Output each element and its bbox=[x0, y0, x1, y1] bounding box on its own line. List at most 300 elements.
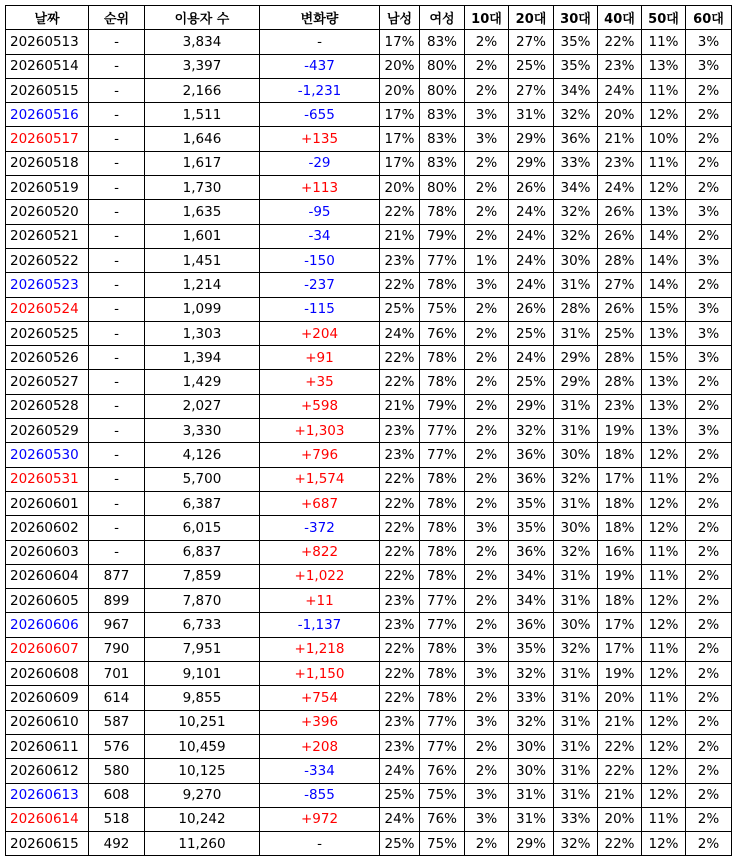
cell-male: 22% bbox=[380, 346, 420, 370]
cell-female: 77% bbox=[420, 248, 465, 272]
cell-male: 22% bbox=[380, 491, 420, 515]
cell-change: +796 bbox=[260, 443, 380, 467]
cell-age-20s: 29% bbox=[509, 832, 554, 856]
cell-rank: 580 bbox=[89, 759, 145, 783]
cell-users: 1,617 bbox=[145, 151, 260, 175]
cell-age-60s: 3% bbox=[686, 248, 732, 272]
cell-age-20s: 36% bbox=[509, 467, 554, 491]
cell-female: 78% bbox=[420, 662, 465, 686]
cell-users: 1,214 bbox=[145, 273, 260, 297]
header-rank: 순위 bbox=[89, 6, 145, 30]
cell-age-20s: 27% bbox=[509, 78, 554, 102]
cell-age-20s: 36% bbox=[509, 443, 554, 467]
cell-female: 83% bbox=[420, 151, 465, 175]
cell-users: 1,511 bbox=[145, 103, 260, 127]
cell-age-20s: 33% bbox=[509, 686, 554, 710]
cell-age-10s: 2% bbox=[465, 176, 509, 200]
cell-date: 20260524 bbox=[6, 297, 89, 321]
cell-age-60s: 2% bbox=[686, 491, 732, 515]
cell-users: 1,099 bbox=[145, 297, 260, 321]
cell-rank: - bbox=[89, 176, 145, 200]
cell-age-50s: 10% bbox=[642, 127, 686, 151]
cell-female: 80% bbox=[420, 176, 465, 200]
cell-age-50s: 11% bbox=[642, 151, 686, 175]
cell-age-30s: 31% bbox=[554, 662, 598, 686]
cell-users: 6,733 bbox=[145, 613, 260, 637]
cell-age-40s: 22% bbox=[598, 30, 642, 54]
cell-male: 24% bbox=[380, 759, 420, 783]
cell-age-60s: 2% bbox=[686, 710, 732, 734]
table-row bbox=[6, 734, 732, 758]
cell-date: 20260610 bbox=[6, 710, 89, 734]
table-row bbox=[6, 662, 732, 686]
cell-age-10s: 2% bbox=[465, 589, 509, 613]
cell-age-10s: 2% bbox=[465, 443, 509, 467]
cell-age-60s: 3% bbox=[686, 346, 732, 370]
cell-female: 78% bbox=[420, 467, 465, 491]
cell-age-10s: 2% bbox=[465, 394, 509, 418]
cell-users: 3,834 bbox=[145, 30, 260, 54]
cell-female: 78% bbox=[420, 637, 465, 661]
cell-age-10s: 2% bbox=[465, 613, 509, 637]
cell-age-10s: 3% bbox=[465, 637, 509, 661]
cell-age-10s: 3% bbox=[465, 662, 509, 686]
cell-age-40s: 18% bbox=[598, 443, 642, 467]
cell-age-10s: 2% bbox=[465, 370, 509, 394]
cell-age-50s: 12% bbox=[642, 662, 686, 686]
cell-age-60s: 3% bbox=[686, 419, 732, 443]
cell-age-30s: 31% bbox=[554, 273, 598, 297]
cell-age-40s: 22% bbox=[598, 759, 642, 783]
cell-age-50s: 15% bbox=[642, 346, 686, 370]
cell-male: 23% bbox=[380, 443, 420, 467]
cell-change: -437 bbox=[260, 54, 380, 78]
table-row bbox=[6, 516, 732, 540]
cell-age-60s: 2% bbox=[686, 662, 732, 686]
table-row bbox=[6, 103, 732, 127]
cell-male: 22% bbox=[380, 200, 420, 224]
cell-age-10s: 2% bbox=[465, 686, 509, 710]
cell-age-50s: 12% bbox=[642, 783, 686, 807]
cell-age-40s: 19% bbox=[598, 419, 642, 443]
cell-age-50s: 11% bbox=[642, 637, 686, 661]
header-users: 이용자 수 bbox=[145, 6, 260, 30]
cell-age-50s: 12% bbox=[642, 589, 686, 613]
cell-female: 76% bbox=[420, 759, 465, 783]
table-row bbox=[6, 419, 732, 443]
cell-date: 20260513 bbox=[6, 30, 89, 54]
cell-date: 20260515 bbox=[6, 78, 89, 102]
cell-age-50s: 14% bbox=[642, 273, 686, 297]
cell-rank: - bbox=[89, 54, 145, 78]
table-row bbox=[6, 78, 732, 102]
cell-age-20s: 24% bbox=[509, 346, 554, 370]
cell-age-40s: 18% bbox=[598, 491, 642, 515]
cell-users: 1,394 bbox=[145, 346, 260, 370]
cell-date: 20260615 bbox=[6, 832, 89, 856]
cell-users: 6,837 bbox=[145, 540, 260, 564]
cell-age-40s: 20% bbox=[598, 103, 642, 127]
cell-age-60s: 2% bbox=[686, 151, 732, 175]
cell-change: +35 bbox=[260, 370, 380, 394]
cell-rank: - bbox=[89, 516, 145, 540]
cell-age-30s: 31% bbox=[554, 734, 598, 758]
cell-age-30s: 32% bbox=[554, 103, 598, 127]
cell-rank: 576 bbox=[89, 734, 145, 758]
cell-age-20s: 31% bbox=[509, 807, 554, 831]
table-row bbox=[6, 783, 732, 807]
cell-age-30s: 35% bbox=[554, 54, 598, 78]
cell-male: 21% bbox=[380, 394, 420, 418]
cell-age-50s: 12% bbox=[642, 613, 686, 637]
cell-change: +91 bbox=[260, 346, 380, 370]
cell-age-30s: 32% bbox=[554, 540, 598, 564]
cell-age-40s: 21% bbox=[598, 127, 642, 151]
cell-age-60s: 2% bbox=[686, 637, 732, 661]
cell-change: -34 bbox=[260, 224, 380, 248]
cell-age-10s: 2% bbox=[465, 467, 509, 491]
cell-male: 22% bbox=[380, 273, 420, 297]
cell-age-30s: 32% bbox=[554, 832, 598, 856]
cell-age-30s: 32% bbox=[554, 200, 598, 224]
cell-age-40s: 19% bbox=[598, 662, 642, 686]
cell-female: 77% bbox=[420, 710, 465, 734]
cell-date: 20260530 bbox=[6, 443, 89, 467]
cell-male: 23% bbox=[380, 710, 420, 734]
cell-age-30s: 30% bbox=[554, 248, 598, 272]
cell-users: 1,429 bbox=[145, 370, 260, 394]
stats-table bbox=[5, 5, 732, 856]
cell-age-10s: 3% bbox=[465, 807, 509, 831]
cell-change: - bbox=[260, 832, 380, 856]
cell-change: +1,574 bbox=[260, 467, 380, 491]
table-row bbox=[6, 346, 732, 370]
cell-change: +1,022 bbox=[260, 564, 380, 588]
cell-age-20s: 25% bbox=[509, 54, 554, 78]
cell-male: 17% bbox=[380, 151, 420, 175]
cell-age-20s: 35% bbox=[509, 637, 554, 661]
cell-female: 78% bbox=[420, 686, 465, 710]
cell-date: 20260605 bbox=[6, 589, 89, 613]
cell-age-40s: 16% bbox=[598, 540, 642, 564]
cell-age-40s: 17% bbox=[598, 613, 642, 637]
cell-rank: - bbox=[89, 200, 145, 224]
cell-rank: - bbox=[89, 297, 145, 321]
cell-age-10s: 2% bbox=[465, 346, 509, 370]
cell-age-10s: 2% bbox=[465, 297, 509, 321]
cell-male: 23% bbox=[380, 613, 420, 637]
cell-users: 1,730 bbox=[145, 176, 260, 200]
cell-age-60s: 2% bbox=[686, 564, 732, 588]
cell-rank: - bbox=[89, 540, 145, 564]
table-row bbox=[6, 491, 732, 515]
cell-age-20s: 35% bbox=[509, 491, 554, 515]
table-row bbox=[6, 176, 732, 200]
cell-date: 20260523 bbox=[6, 273, 89, 297]
cell-rank: - bbox=[89, 419, 145, 443]
cell-change: +1,150 bbox=[260, 662, 380, 686]
cell-age-40s: 28% bbox=[598, 248, 642, 272]
cell-rank: - bbox=[89, 443, 145, 467]
cell-male: 21% bbox=[380, 224, 420, 248]
cell-date: 20260526 bbox=[6, 346, 89, 370]
cell-male: 22% bbox=[380, 516, 420, 540]
cell-age-40s: 24% bbox=[598, 176, 642, 200]
cell-age-20s: 25% bbox=[509, 370, 554, 394]
cell-change: -334 bbox=[260, 759, 380, 783]
cell-date: 20260603 bbox=[6, 540, 89, 564]
cell-female: 83% bbox=[420, 30, 465, 54]
cell-age-40s: 18% bbox=[598, 516, 642, 540]
table-row bbox=[6, 321, 732, 345]
cell-age-30s: 30% bbox=[554, 613, 598, 637]
cell-date: 20260608 bbox=[6, 662, 89, 686]
cell-change: +11 bbox=[260, 589, 380, 613]
cell-male: 17% bbox=[380, 127, 420, 151]
cell-rank: - bbox=[89, 370, 145, 394]
table-row bbox=[6, 443, 732, 467]
cell-female: 78% bbox=[420, 346, 465, 370]
cell-age-20s: 30% bbox=[509, 759, 554, 783]
cell-male: 23% bbox=[380, 419, 420, 443]
cell-rank: 967 bbox=[89, 613, 145, 637]
cell-age-30s: 31% bbox=[554, 783, 598, 807]
cell-age-60s: 2% bbox=[686, 734, 732, 758]
cell-age-30s: 28% bbox=[554, 297, 598, 321]
table-row bbox=[6, 564, 732, 588]
cell-age-50s: 15% bbox=[642, 297, 686, 321]
cell-age-60s: 2% bbox=[686, 370, 732, 394]
cell-rank: 518 bbox=[89, 807, 145, 831]
cell-age-20s: 32% bbox=[509, 662, 554, 686]
cell-male: 25% bbox=[380, 297, 420, 321]
cell-rank: 877 bbox=[89, 564, 145, 588]
table-row bbox=[6, 613, 732, 637]
cell-age-30s: 31% bbox=[554, 419, 598, 443]
cell-date: 20260614 bbox=[6, 807, 89, 831]
cell-change: -855 bbox=[260, 783, 380, 807]
cell-date: 20260520 bbox=[6, 200, 89, 224]
cell-age-50s: 12% bbox=[642, 516, 686, 540]
cell-age-50s: 12% bbox=[642, 176, 686, 200]
cell-age-30s: 33% bbox=[554, 807, 598, 831]
cell-age-40s: 27% bbox=[598, 273, 642, 297]
header-age-40s: 40대 bbox=[598, 6, 642, 30]
cell-female: 75% bbox=[420, 297, 465, 321]
table-row bbox=[6, 297, 732, 321]
cell-rank: 899 bbox=[89, 589, 145, 613]
cell-age-50s: 14% bbox=[642, 224, 686, 248]
cell-age-50s: 13% bbox=[642, 370, 686, 394]
header-age-50s: 50대 bbox=[642, 6, 686, 30]
table-row bbox=[6, 151, 732, 175]
cell-female: 80% bbox=[420, 78, 465, 102]
cell-age-40s: 26% bbox=[598, 224, 642, 248]
cell-rank: - bbox=[89, 103, 145, 127]
cell-male: 22% bbox=[380, 564, 420, 588]
cell-age-30s: 36% bbox=[554, 127, 598, 151]
cell-age-60s: 2% bbox=[686, 540, 732, 564]
cell-age-10s: 1% bbox=[465, 248, 509, 272]
cell-age-10s: 3% bbox=[465, 516, 509, 540]
cell-female: 78% bbox=[420, 273, 465, 297]
header-date: 날짜 bbox=[6, 6, 89, 30]
cell-age-40s: 21% bbox=[598, 783, 642, 807]
cell-rank: - bbox=[89, 273, 145, 297]
cell-date: 20260601 bbox=[6, 491, 89, 515]
cell-age-20s: 36% bbox=[509, 613, 554, 637]
cell-female: 75% bbox=[420, 832, 465, 856]
cell-users: 11,260 bbox=[145, 832, 260, 856]
cell-users: 3,397 bbox=[145, 54, 260, 78]
cell-age-40s: 23% bbox=[598, 151, 642, 175]
cell-age-30s: 33% bbox=[554, 151, 598, 175]
cell-change: +208 bbox=[260, 734, 380, 758]
cell-users: 9,855 bbox=[145, 686, 260, 710]
cell-date: 20260517 bbox=[6, 127, 89, 151]
cell-age-50s: 13% bbox=[642, 321, 686, 345]
cell-date: 20260606 bbox=[6, 613, 89, 637]
cell-age-40s: 26% bbox=[598, 200, 642, 224]
cell-rank: 790 bbox=[89, 637, 145, 661]
cell-age-60s: 2% bbox=[686, 686, 732, 710]
cell-age-40s: 28% bbox=[598, 346, 642, 370]
cell-age-20s: 29% bbox=[509, 127, 554, 151]
cell-age-50s: 12% bbox=[642, 759, 686, 783]
cell-female: 77% bbox=[420, 443, 465, 467]
cell-age-30s: 31% bbox=[554, 759, 598, 783]
cell-age-60s: 3% bbox=[686, 297, 732, 321]
header-age-60s: 60대 bbox=[686, 6, 732, 30]
cell-female: 76% bbox=[420, 321, 465, 345]
cell-female: 77% bbox=[420, 613, 465, 637]
cell-date: 20260514 bbox=[6, 54, 89, 78]
cell-male: 17% bbox=[380, 103, 420, 127]
cell-age-50s: 13% bbox=[642, 394, 686, 418]
cell-age-50s: 11% bbox=[642, 78, 686, 102]
cell-age-10s: 3% bbox=[465, 103, 509, 127]
cell-age-40s: 28% bbox=[598, 370, 642, 394]
cell-age-30s: 31% bbox=[554, 564, 598, 588]
cell-male: 23% bbox=[380, 248, 420, 272]
cell-age-30s: 30% bbox=[554, 516, 598, 540]
cell-rank: - bbox=[89, 346, 145, 370]
cell-female: 78% bbox=[420, 516, 465, 540]
cell-users: 1,601 bbox=[145, 224, 260, 248]
cell-female: 83% bbox=[420, 103, 465, 127]
cell-change: +972 bbox=[260, 807, 380, 831]
cell-male: 20% bbox=[380, 54, 420, 78]
cell-female: 78% bbox=[420, 564, 465, 588]
table-row bbox=[6, 394, 732, 418]
cell-change: +1,303 bbox=[260, 419, 380, 443]
cell-male: 22% bbox=[380, 662, 420, 686]
cell-age-40s: 24% bbox=[598, 78, 642, 102]
cell-users: 7,870 bbox=[145, 589, 260, 613]
cell-age-10s: 3% bbox=[465, 783, 509, 807]
cell-age-50s: 12% bbox=[642, 443, 686, 467]
cell-rank: - bbox=[89, 224, 145, 248]
cell-date: 20260516 bbox=[6, 103, 89, 127]
cell-age-60s: 3% bbox=[686, 200, 732, 224]
cell-change: +204 bbox=[260, 321, 380, 345]
cell-change: +687 bbox=[260, 491, 380, 515]
table-row bbox=[6, 832, 732, 856]
cell-rank: - bbox=[89, 491, 145, 515]
cell-age-20s: 29% bbox=[509, 394, 554, 418]
table-row bbox=[6, 370, 732, 394]
cell-date: 20260611 bbox=[6, 734, 89, 758]
cell-rank: - bbox=[89, 321, 145, 345]
header-male: 남성 bbox=[380, 6, 420, 30]
cell-age-10s: 2% bbox=[465, 564, 509, 588]
header-age-30s: 30대 bbox=[554, 6, 598, 30]
cell-age-60s: 2% bbox=[686, 613, 732, 637]
cell-users: 2,027 bbox=[145, 394, 260, 418]
cell-users: 4,126 bbox=[145, 443, 260, 467]
cell-users: 9,101 bbox=[145, 662, 260, 686]
cell-age-20s: 27% bbox=[509, 30, 554, 54]
table-row bbox=[6, 273, 732, 297]
cell-age-20s: 34% bbox=[509, 564, 554, 588]
cell-users: 1,451 bbox=[145, 248, 260, 272]
table-row bbox=[6, 30, 732, 54]
header-female: 여성 bbox=[420, 6, 465, 30]
cell-age-10s: 2% bbox=[465, 78, 509, 102]
cell-change: -1,137 bbox=[260, 613, 380, 637]
stats-table-container bbox=[5, 5, 732, 856]
cell-rank: 701 bbox=[89, 662, 145, 686]
cell-date: 20260519 bbox=[6, 176, 89, 200]
cell-age-60s: 2% bbox=[686, 589, 732, 613]
cell-age-60s: 3% bbox=[686, 54, 732, 78]
cell-date: 20260613 bbox=[6, 783, 89, 807]
cell-female: 76% bbox=[420, 807, 465, 831]
cell-age-50s: 13% bbox=[642, 54, 686, 78]
cell-change: +754 bbox=[260, 686, 380, 710]
cell-age-40s: 18% bbox=[598, 589, 642, 613]
cell-rank: - bbox=[89, 394, 145, 418]
cell-age-60s: 2% bbox=[686, 759, 732, 783]
cell-age-20s: 32% bbox=[509, 419, 554, 443]
cell-age-30s: 29% bbox=[554, 370, 598, 394]
cell-male: 22% bbox=[380, 686, 420, 710]
cell-age-30s: 31% bbox=[554, 491, 598, 515]
cell-change: +135 bbox=[260, 127, 380, 151]
cell-age-20s: 26% bbox=[509, 176, 554, 200]
cell-age-20s: 34% bbox=[509, 589, 554, 613]
cell-female: 79% bbox=[420, 394, 465, 418]
cell-date: 20260602 bbox=[6, 516, 89, 540]
cell-users: 5,700 bbox=[145, 467, 260, 491]
table-row bbox=[6, 686, 732, 710]
cell-users: 7,951 bbox=[145, 637, 260, 661]
cell-age-60s: 2% bbox=[686, 516, 732, 540]
table-row bbox=[6, 127, 732, 151]
cell-female: 78% bbox=[420, 540, 465, 564]
cell-change: +822 bbox=[260, 540, 380, 564]
cell-age-10s: 2% bbox=[465, 30, 509, 54]
cell-change: -150 bbox=[260, 248, 380, 272]
cell-age-50s: 11% bbox=[642, 540, 686, 564]
cell-rank: - bbox=[89, 30, 145, 54]
cell-age-50s: 13% bbox=[642, 419, 686, 443]
cell-change: -237 bbox=[260, 273, 380, 297]
cell-age-30s: 31% bbox=[554, 321, 598, 345]
table-row bbox=[6, 248, 732, 272]
cell-age-10s: 2% bbox=[465, 419, 509, 443]
cell-users: 10,242 bbox=[145, 807, 260, 831]
